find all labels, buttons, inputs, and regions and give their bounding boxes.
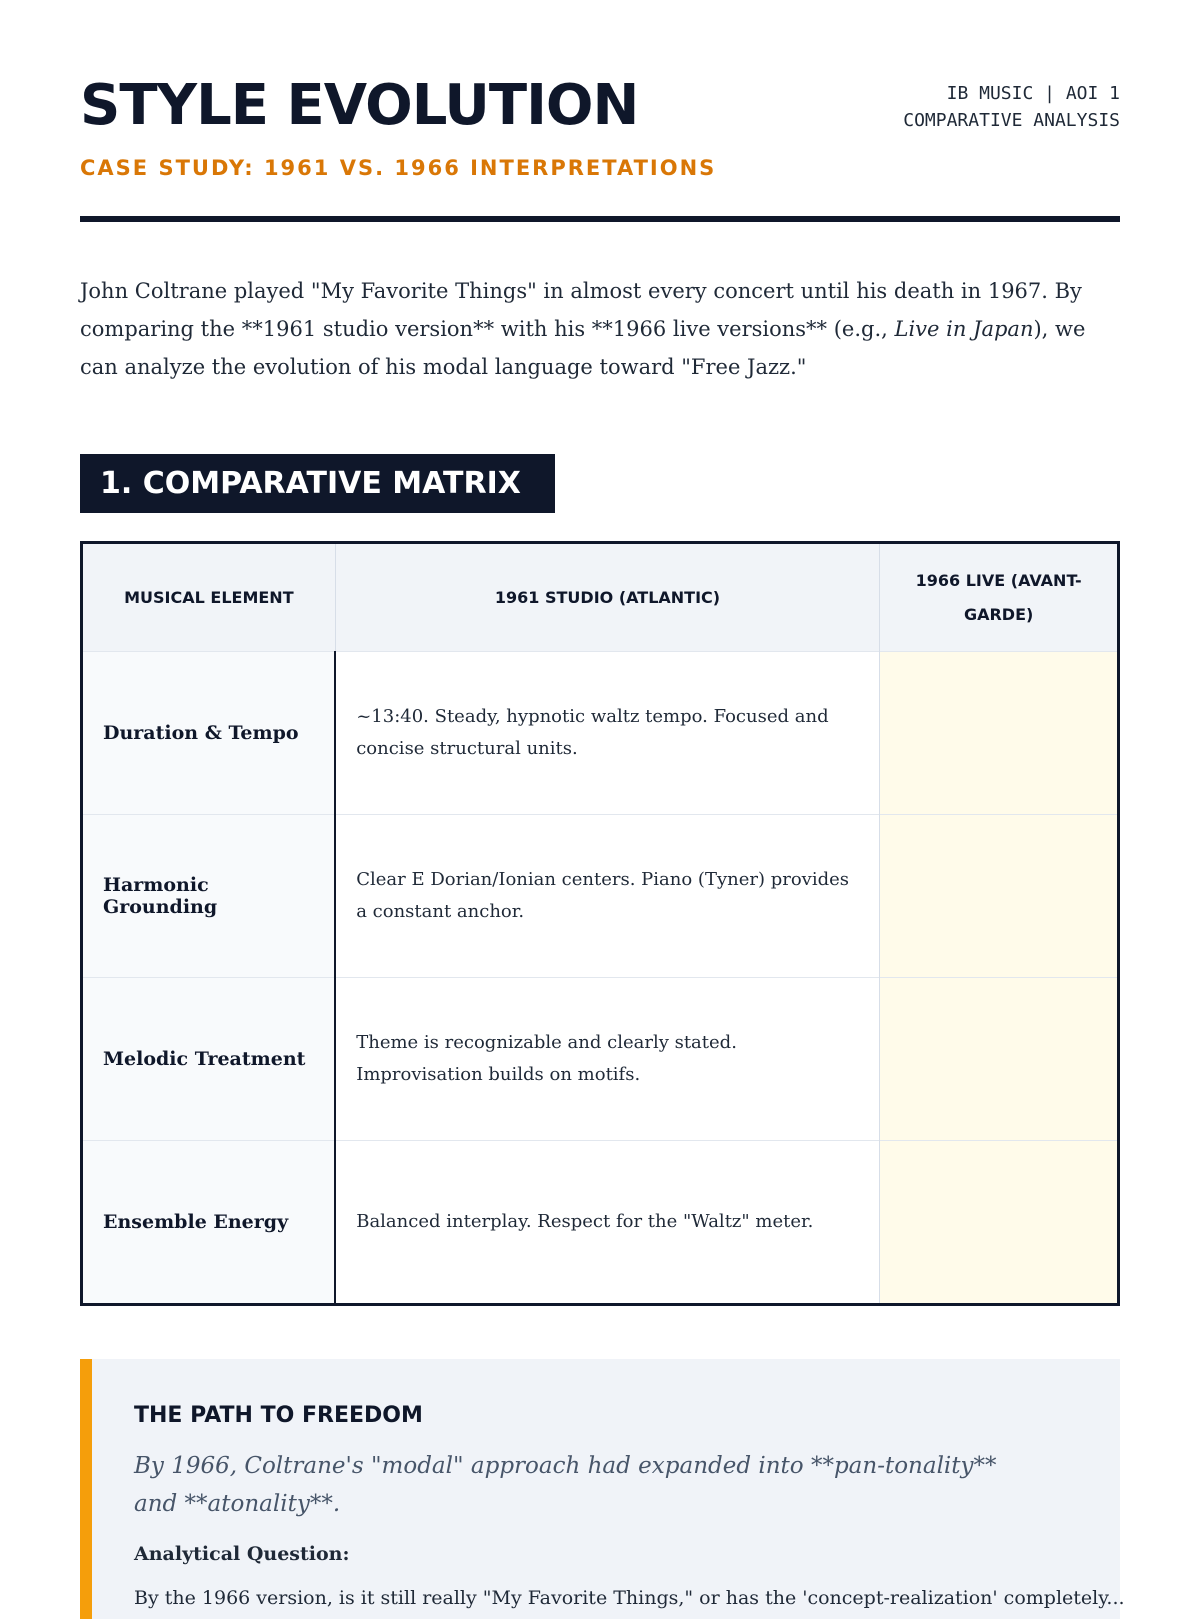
- table-row: [82, 1141, 1119, 1305]
- element-cell: Ensemble Energy: [82, 1141, 336, 1305]
- comparative-matrix: [80, 541, 1120, 1306]
- live-answer-cell[interactable]: [880, 978, 1119, 1141]
- callout-body: By 1966, Coltrane's "modal" approach had expanded into **pan-tonality** and **atonality**.: [134, 1453, 997, 1517]
- live-answer-cell[interactable]: [880, 652, 1119, 815]
- column-header: 1961 STUDIO (ATLANTIC): [335, 543, 880, 652]
- studio-cell: ~13:40. Steady, hypnotic waltz tempo. Focused and concise structural units.: [335, 652, 880, 815]
- document-page: [80, 0, 1125, 1609]
- course-meta: [903, 80, 1120, 134]
- live-answer-cell[interactable]: [880, 815, 1119, 978]
- course-meta-line: COMPARATIVE ANALYSIS: [903, 110, 1120, 131]
- table-row: [82, 652, 1119, 815]
- analytical-question-label: Analytical Question:: [134, 1543, 350, 1565]
- page-subtitle: CASE STUDY: 1961 VS. 1966 INTERPRETATIONS: [80, 156, 717, 180]
- element-cell: Harmonic Grounding: [82, 815, 336, 978]
- studio-cell: Theme is recognizable and clearly stated. Improvisation builds on motifs.: [335, 978, 880, 1141]
- live-answer-cell[interactable]: [880, 1141, 1119, 1305]
- callout-title: THE PATH TO FREEDOM: [134, 1403, 423, 1428]
- page-title: STYLE EVOLUTION: [80, 73, 639, 138]
- section-heading: 1. COMPARATIVE MATRIX: [80, 454, 555, 513]
- callout-box: [80, 1359, 1125, 1619]
- intro-paragraph: [80, 272, 1120, 386]
- column-header: 1966 LIVE (AVANT-GARDE): [880, 543, 1119, 652]
- intro-text: ), we can analyze the evolution of his modal language toward "Free Jazz.": [80, 317, 1086, 379]
- element-cell: Duration & Tempo: [82, 652, 336, 815]
- course-meta-line: IB MUSIC | AOI 1: [946, 83, 1120, 104]
- studio-cell: Balanced interplay. Respect for the "Waltz" meter.: [335, 1141, 880, 1305]
- table-row: [82, 978, 1119, 1141]
- studio-cell: Clear E Dorian/Ionian centers. Piano (Tyner) provides a constant anchor.: [335, 815, 880, 978]
- column-header: MUSICAL ELEMENT: [82, 543, 336, 652]
- analytical-question-text: By the 1966 version, is it still really "My Favorite Things," or has the 'concept-realization' completely...: [134, 1587, 1125, 1609]
- table-row: [82, 815, 1119, 978]
- element-cell: Melodic Treatment: [82, 978, 336, 1141]
- intro-text: John Coltrane played "My Favorite Things" in almost every concert until his death in 1967. By comparing the **1961 studio version** with his **1966 live versions** (e.g.,: [80, 279, 1082, 341]
- intro-emphasis: Live in Japan: [894, 317, 1034, 341]
- matrix-header-row: [82, 543, 1119, 652]
- document-header: [80, 0, 1120, 222]
